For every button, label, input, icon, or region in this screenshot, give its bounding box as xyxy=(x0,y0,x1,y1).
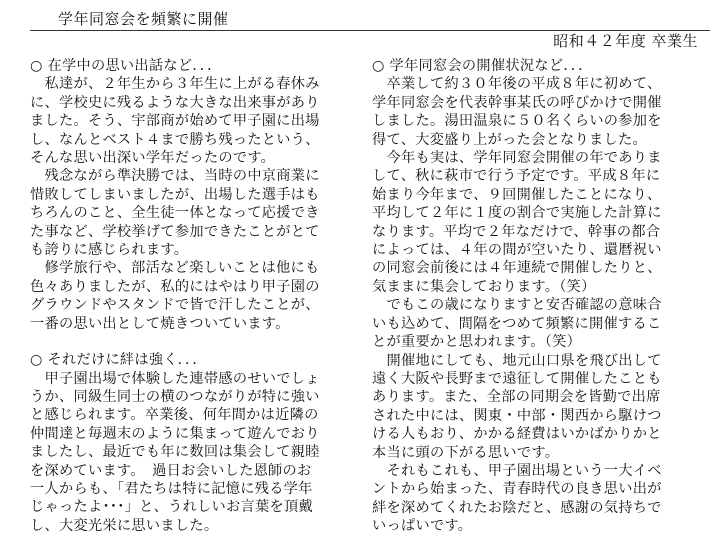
body-text-line: に、学校史に残るような大きな出来事があり xyxy=(30,94,320,111)
body-text-line: 私達が、２年生から３年生に上がる春休み xyxy=(30,76,320,93)
body-text-line: 気ままに集会しております。（笑） xyxy=(372,278,596,295)
section-heading: ○ それだけに絆は強く．．． xyxy=(30,352,207,369)
right-column xyxy=(372,57,704,536)
body-text-line: 修学旅行や、部活など楽しいことは他にも xyxy=(30,260,320,277)
body-text-line: も誇りに感じられます。 xyxy=(30,242,189,259)
body-text-line: し、大変光栄に思いました。 xyxy=(30,517,219,534)
body-text-line: じゃったよ･･･」と、うれしいお言葉を頂戴 xyxy=(30,499,313,516)
body-text-line: 得て、大変盛り上がった会となりました。 xyxy=(372,131,647,148)
body-text-line: しました。湯田温泉に５０名くらいの参加を xyxy=(372,113,662,130)
body-text-line: を深めています。 過日お会いした恩師のお xyxy=(30,462,312,479)
article-section xyxy=(30,57,362,333)
body-text-line: ましたし、最近でも年に数回は集会して親睦 xyxy=(30,444,320,461)
body-text-line: と感じられます。卒業後、何年間かは近隣の xyxy=(30,407,319,424)
body-text-line: 惜敗してしまいましたが、出場した選手はも xyxy=(30,186,320,203)
body-text-line: 一番の思い出として焼きついています。 xyxy=(30,315,290,332)
body-text-line: 甲子園出場で体験した連帯感のせいでしょ xyxy=(30,370,320,387)
body-text-line: ました。そう、宇部商が始めて甲子園に出場 xyxy=(30,113,320,130)
article-section xyxy=(372,57,704,536)
header-divider xyxy=(30,30,710,31)
body-text-line: そんな思い出深い学年だったのです。 xyxy=(30,150,276,167)
body-text-line: 本当に頭の下がる思いです。 xyxy=(372,444,560,461)
body-text-line: でもこの歳になりますと安否確認の意味合 xyxy=(372,297,662,314)
body-text-line: 始まり今年まで、９回開催したことになり、 xyxy=(372,186,662,203)
body-text-line: いも込めて、間隔をつめて頻繁に開催するこ xyxy=(372,315,662,332)
body-text-line: いっぱいです。 xyxy=(372,518,473,535)
body-text-line: 学年同窓会を代表幹事某氏の呼びかけで開催 xyxy=(372,94,662,111)
body-text-line: の同窓会前後には４年連続で開催したりと、 xyxy=(372,260,662,277)
body-text-line: して、秋に萩市で行う予定です。平成８年に xyxy=(372,168,661,185)
body-text-line: 絆を深めてくれたお陰だと、感謝の気持ちで xyxy=(372,499,662,516)
section-heading: ○ 在学中の思い出話など．．． xyxy=(30,58,222,74)
body-text-line: 開催地にしても、地元山口県を飛び出して xyxy=(372,352,662,369)
body-text-line: それもこれも、甲子園出場という一大イベ xyxy=(372,462,662,479)
body-text-line: なります。平均で２年なだけで、幹事の都合 xyxy=(372,223,661,240)
body-text-line: 色々ありましたが、私的にはやはり甲子園の xyxy=(30,278,320,295)
body-text-line: あります。また、全部の同期会を皆勤で出席 xyxy=(372,389,661,406)
body-text-line: ちろんのこと、全生徒一体となって応援でき xyxy=(30,205,320,222)
body-text-line: ントから始まった、青春時代の良き思い出が xyxy=(372,481,662,498)
body-text-line: 残念ながら準決勝では、当時の中京商業に xyxy=(30,168,320,185)
body-text-line: とが重要かと思われます。（笑） xyxy=(372,334,582,351)
graduating-class-label: 昭和４２年度 卒業生 xyxy=(553,32,698,50)
body-text-line: ける人もおり、かかる経費はいかばかりかと xyxy=(372,426,662,443)
body-text-line: 仲間達と毎週末のように集まって遊んでおり xyxy=(30,425,320,442)
body-text-line: 今年も実は、学年同窓会開催の年でありま xyxy=(372,150,662,167)
body-text-line: 平均して２年に１度の割合で実施した計算に xyxy=(372,205,662,222)
body-text-line: し、なんとベスト４まで勝ち残ったという、 xyxy=(30,131,320,148)
left-column xyxy=(30,57,362,535)
page-title: 学年同窓会を頻繁に開催 xyxy=(58,10,229,28)
body-text-line: 遠く大阪や長野まで遠征して開催したことも xyxy=(372,370,662,387)
body-text-line: うか、同級生同士の横のつながりが特に強い xyxy=(30,388,320,405)
body-text-line: た事など、学校挙げて参加できたことがとて xyxy=(30,223,320,240)
body-text-line: された中には、関東・中部・関西から駆けつ xyxy=(372,407,662,424)
section-heading: ○ 学年同窓会の開催状況など．．． xyxy=(372,58,593,74)
article-section xyxy=(30,351,362,535)
body-text-line: 卒業して約３０年後の平成８年に初めて、 xyxy=(372,76,662,93)
body-text-line: グラウンドやスタンドで皆で汗したことが、 xyxy=(30,297,320,314)
body-text-line: によっては、４年の間が空いたり、還暦祝い xyxy=(372,242,662,259)
body-text-line: 一人からも、「君たちは特に記憶に残る学年 xyxy=(30,480,313,497)
